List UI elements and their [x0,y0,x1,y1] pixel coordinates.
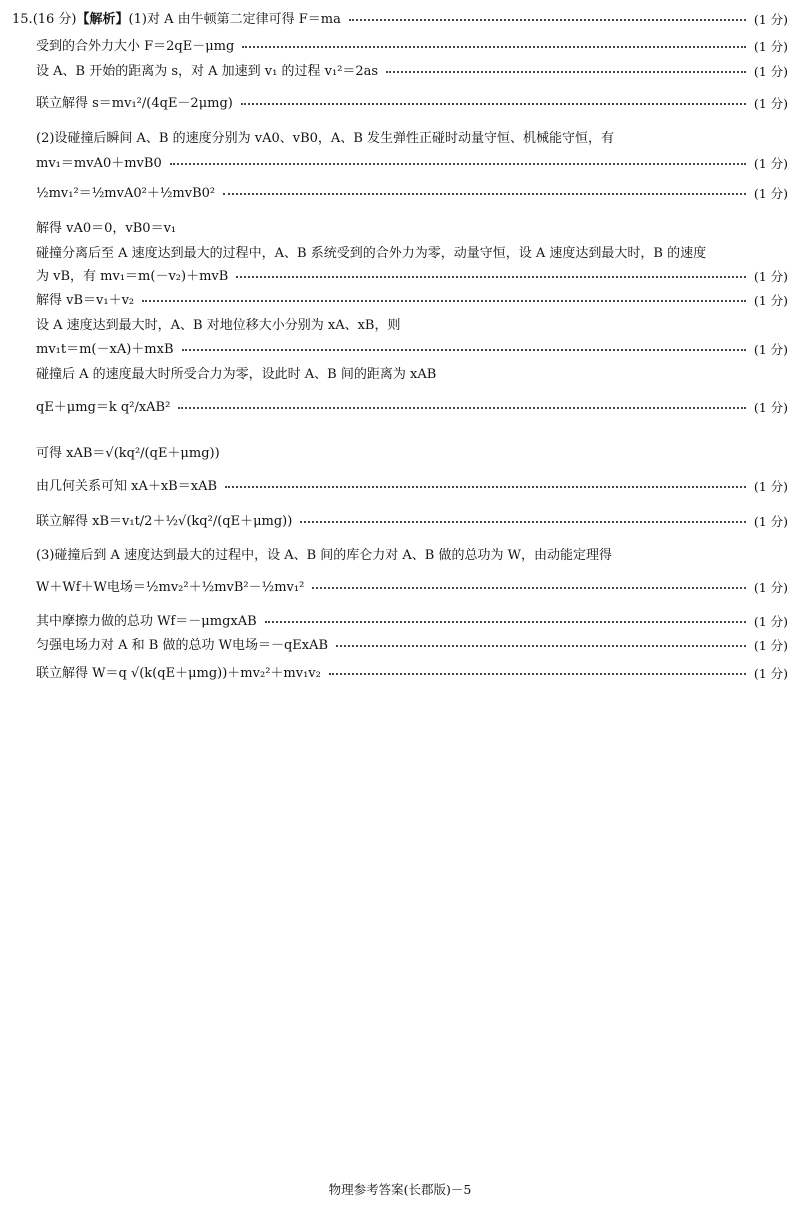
line-text: 其中摩擦力做的总功 Wf＝－μmgxAB [36,614,257,629]
line-text: 由几何关系可知 xA＋xB＝xAB [36,479,218,494]
score-label: (1 分) [753,614,788,629]
dot-leader [300,521,745,523]
dot-leader [223,193,746,195]
problem-number: 15. [12,12,33,27]
line-text: (2)设碰撞后瞬间 A、B 的速度分别为 vA0、vB0，A、B 发生弹性正碰时动量守恒、机械能守恒，有 [36,131,614,146]
solution-line-23 [36,666,788,682]
line-text: qE＋μmg＝k q²/xAB² [36,400,171,415]
problem-points: (16 分) [32,12,77,27]
dot-leader [265,621,746,623]
dot-leader [349,19,746,21]
score-label: (1 分) [753,64,788,79]
solution-line-20 [36,580,788,596]
solution-line-3 [36,64,788,80]
dot-leader [236,276,746,278]
solution-line-14 [36,367,788,383]
solution-line-10 [36,269,788,285]
score-label: (1 分) [753,580,788,595]
solution-line-9 [36,246,788,262]
dot-leader [225,486,746,488]
line-text: 联立解得 W＝q √(k(qE＋μmg))＋mv₂²＋mv₁v₂ [36,666,321,681]
solution-line-13 [36,342,788,358]
solution-line-15 [36,400,788,416]
line-text: 可得 xAB＝√(kq²/(qE＋μmg)) [36,446,220,461]
line-text: 设 A 速度达到最大时，A、B 对地位移大小分别为 xA、xB，则 [36,318,401,333]
solution-line-5 [36,131,788,147]
dot-leader [329,673,746,675]
score-label: (1 分) [753,293,788,308]
solution-line-8 [36,221,788,237]
solution-line-21 [36,614,788,630]
score-label: (1 分) [753,12,788,27]
line-text: mv₁＝mvA0＋mvB0 [36,156,162,171]
solution-line-4 [36,96,788,112]
score-label: (1 分) [753,638,788,653]
line-text: (1)对 A 由牛顿第二定律可得 F＝ma [128,12,341,27]
line-text: 联立解得 s＝mv₁²/(4qE－2μmg) [36,96,233,111]
solution-line-18 [36,514,788,530]
solution-line-16 [36,446,788,462]
score-label: (1 分) [753,186,788,201]
line-text: mv₁t＝m(－xA)＋mxB [36,342,174,357]
dot-leader [336,645,746,647]
score-label: (1 分) [753,479,788,494]
score-label: (1 分) [753,156,788,171]
line-text: 解得 vB＝v₁＋v₂ [36,293,135,308]
line-text: 设 A、B 开始的距离为 s，对 A 加速到 v₁ 的过程 v₁²＝2as [36,64,379,79]
problem-header [12,12,341,28]
dot-leader [170,163,746,165]
line-text: 碰撞后 A 的速度最大时所受合力为零，设此时 A、B 间的距离为 xAB [36,367,437,382]
dot-leader [182,349,746,351]
solution-line-17 [36,479,788,495]
line-text: 碰撞分离后至 A 速度达到最大的过程中，A、B 系统受到的合外力为零，动量守恒，设 A 速度达到最大时，B 的速度 [36,246,707,261]
dot-leader [242,46,745,48]
line-text: ½mv₁²＝½mvA0²＋½mvB0² [36,186,216,201]
score-label: (1 分) [753,269,788,284]
solution-line-11 [36,293,788,309]
page-footer: 物理参考答案(长郡版)－5 [328,1182,472,1197]
solution-line-7 [36,186,788,202]
dot-leader [142,300,746,302]
dot-leader [312,587,745,589]
score-label: (1 分) [753,400,788,415]
score-label: (1 分) [753,666,788,681]
analysis-tag: 【解析】 [76,12,129,27]
line-text: 为 vB，有 mv₁＝m(－v₂)＋mvB [36,269,229,284]
solution-line-12 [36,318,788,334]
solution-line-1 [12,12,788,28]
dot-leader [241,103,746,105]
line-text: W＋Wf＋W电场＝½mv₂²＋½mvB²－½mv₁² [36,580,305,595]
score-label: (1 分) [753,96,788,111]
line-text: 匀强电场力对 A 和 B 做的总功 W电场＝－qExAB [36,638,329,653]
dot-leader [178,407,745,409]
dot-leader [386,71,746,73]
solution-line-19 [36,548,788,564]
line-text: 受到的合外力大小 F＝2qE－μmg [36,39,235,54]
score-label: (1 分) [753,39,788,54]
line-text: (3)碰撞后到 A 速度达到最大的过程中，设 A、B 间的库仑力对 A、B 做的总功为 W，由动能定理得 [36,548,612,563]
score-label: (1 分) [753,342,788,357]
solution-line-2 [36,39,788,55]
solution-line-6 [36,156,788,172]
score-label: (1 分) [753,514,788,529]
line-text: 联立解得 xB＝v₁t/2＋½√(kq²/(qE＋μmg)) [36,514,293,529]
line-text: 解得 vA0＝0，vB0＝v₁ [36,221,177,236]
solution-line-22 [36,638,788,654]
